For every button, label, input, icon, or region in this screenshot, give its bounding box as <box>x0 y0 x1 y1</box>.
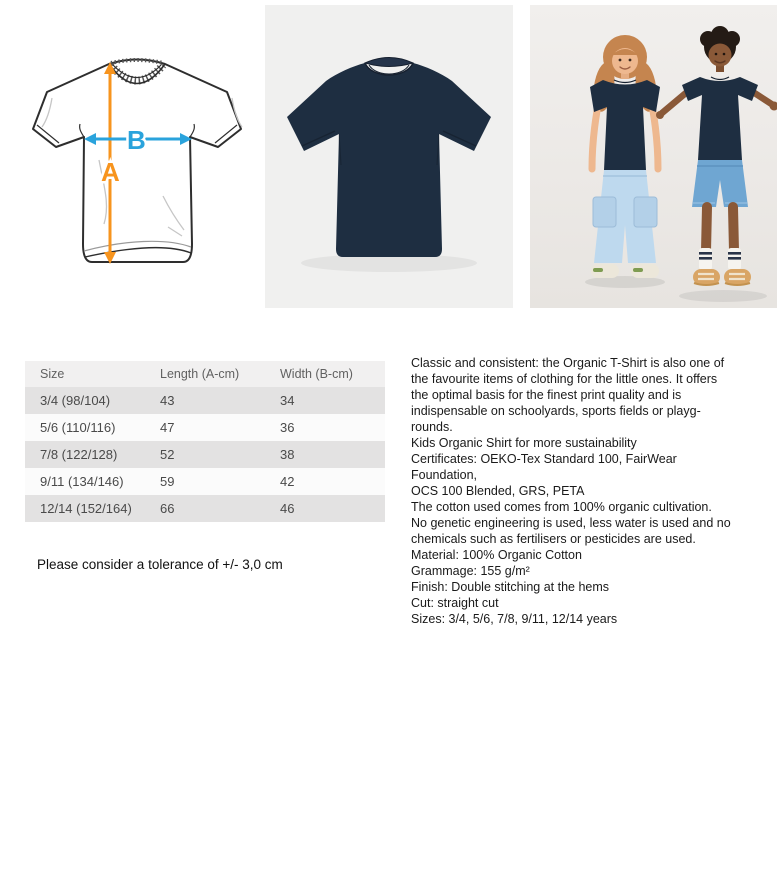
col-header-width: Width (B-cm) <box>280 367 353 381</box>
cell-length: 66 <box>160 501 175 516</box>
size-table <box>25 361 385 522</box>
sustainability-line: Kids Organic Shirt for more sustainability <box>411 436 637 450</box>
table-row <box>25 414 385 441</box>
width-label-b: B <box>127 125 146 155</box>
cell-size: 5/6 (110/116) <box>40 420 116 435</box>
col-header-length: Length (A-cm) <box>160 367 240 381</box>
girl-model <box>590 35 660 278</box>
product-photo-image <box>265 5 513 308</box>
table-row <box>25 468 385 495</box>
cell-width: 36 <box>280 420 295 435</box>
two-kids-photo <box>530 5 777 308</box>
cell-length: 59 <box>160 474 175 489</box>
cell-length: 47 <box>160 420 175 435</box>
tolerance-note: Please consider a tolerance of +/- 3,0 cm <box>37 557 283 572</box>
certificates-paragraph: Certificates: OEKO-Tex Standard 100, FairWear Foundation, OCS 100 Blended, GRS, PETA <box>411 452 677 498</box>
models-photo-image <box>530 5 777 308</box>
cotton-paragraph: The cotton used comes from 100% organic cultivation. No genetic engineering is used, less water is used and no chemicals such as fertilisers or pesticides are used. <box>411 500 731 546</box>
intro-paragraph: Classic and consistent: the Organic T-Shirt is also one of the favourite items of clothing for the little ones. It offers the optimal basis for the finest print quality and is indispensable on schoolyards, sports fields or playg- rounds. <box>411 356 725 434</box>
table-row <box>25 495 385 522</box>
cell-length: 43 <box>160 393 175 408</box>
product-description <box>411 355 741 627</box>
cell-width: 38 <box>280 447 295 462</box>
cell-size: 9/11 (134/146) <box>40 474 124 489</box>
tshirt-measurement-diagram <box>0 0 250 310</box>
navy-tshirt-flat <box>265 5 513 308</box>
cell-width: 42 <box>280 474 295 489</box>
size-table-header-row <box>25 361 385 387</box>
cell-size: 12/14 (152/164) <box>40 501 132 516</box>
specs-paragraph: Material: 100% Organic Cotton Grammage: 155 g/m² Finish: Double stitching at the hems Cut: straight cut Sizes: 3/4, 5/6, 7/8, 9/11, 12/14 years <box>411 548 618 626</box>
cell-length: 52 <box>160 447 175 462</box>
size-diagram-image <box>0 0 250 310</box>
boy-model <box>656 26 777 285</box>
cell-size: 7/8 (122/128) <box>40 447 118 462</box>
length-label-a: A <box>101 157 120 187</box>
table-row <box>25 387 385 414</box>
cell-size: 3/4 (98/104) <box>40 393 111 408</box>
cell-width: 34 <box>280 393 295 408</box>
col-header-size: Size <box>40 367 65 381</box>
table-row <box>25 441 385 468</box>
cell-width: 46 <box>280 501 295 516</box>
